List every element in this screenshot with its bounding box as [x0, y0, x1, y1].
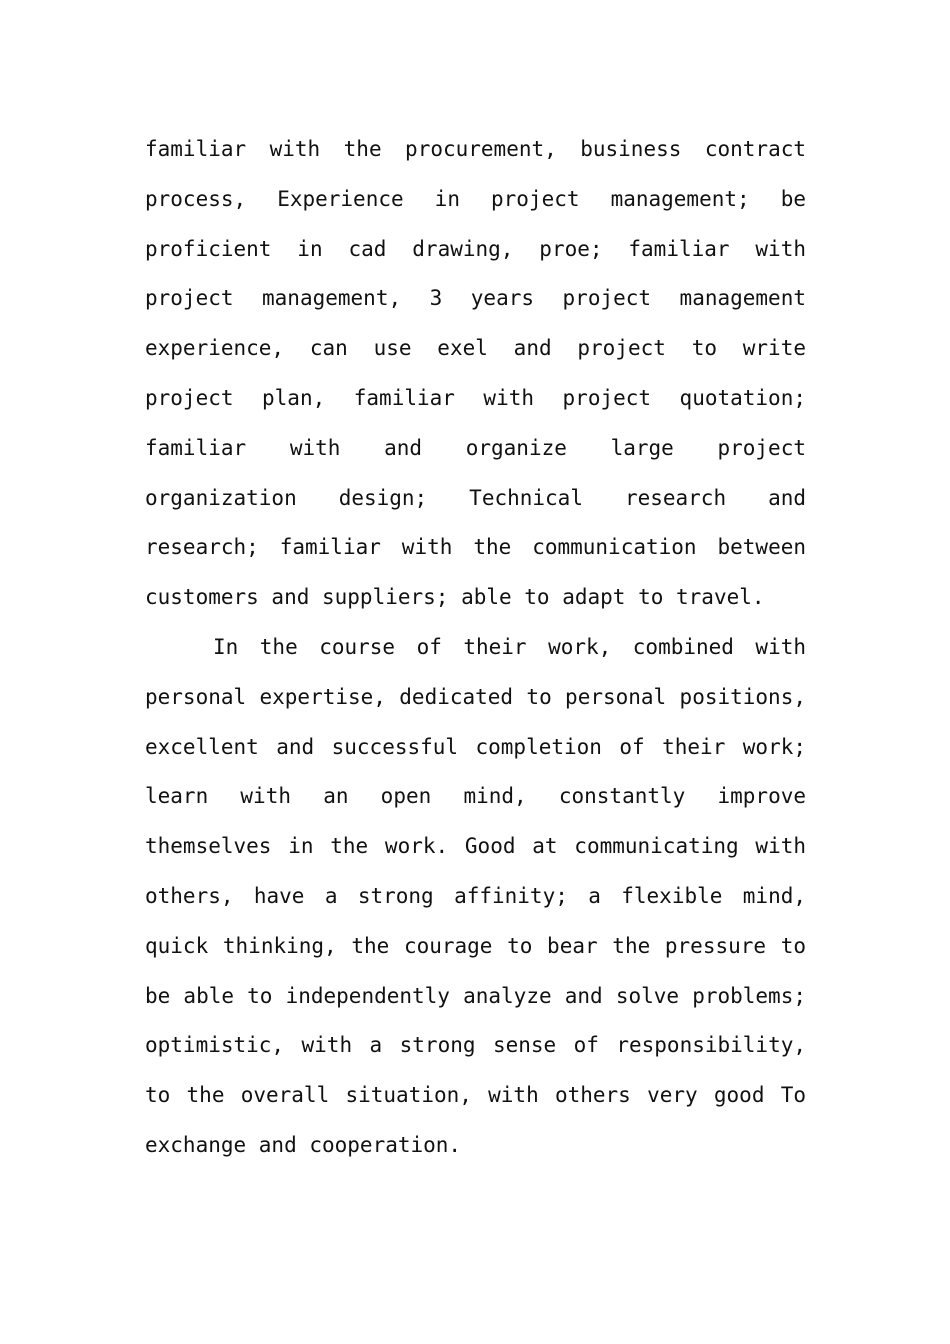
document-body: [145, 125, 806, 1171]
paragraph-1: familiar with the procurement, business contract process, Experience in project management; be proficient in cad drawing, proe; familiar with project management, 3 years project management experience, can use exel and project to write project plan, familiar with project quotation; familiar with and organize large project organization design; Technical research and research; familiar with the communication between customers and suppliers; able to adapt to travel.: [145, 137, 806, 610]
paragraph-2: In the course of their work, combined with personal expertise, dedicated to personal positions, excellent and successful completion of their work; learn with an open mind, constantly improve themselves in the work. Good at communicating with others, have a strong affinity; a flexible mind, quick thinking, the courage to bear the pressure to be able to independently analyze and solve problems; optimistic, with a strong sense of responsibility, to the overall situation, with others very good To exchange and cooperation.: [145, 634, 806, 1157]
